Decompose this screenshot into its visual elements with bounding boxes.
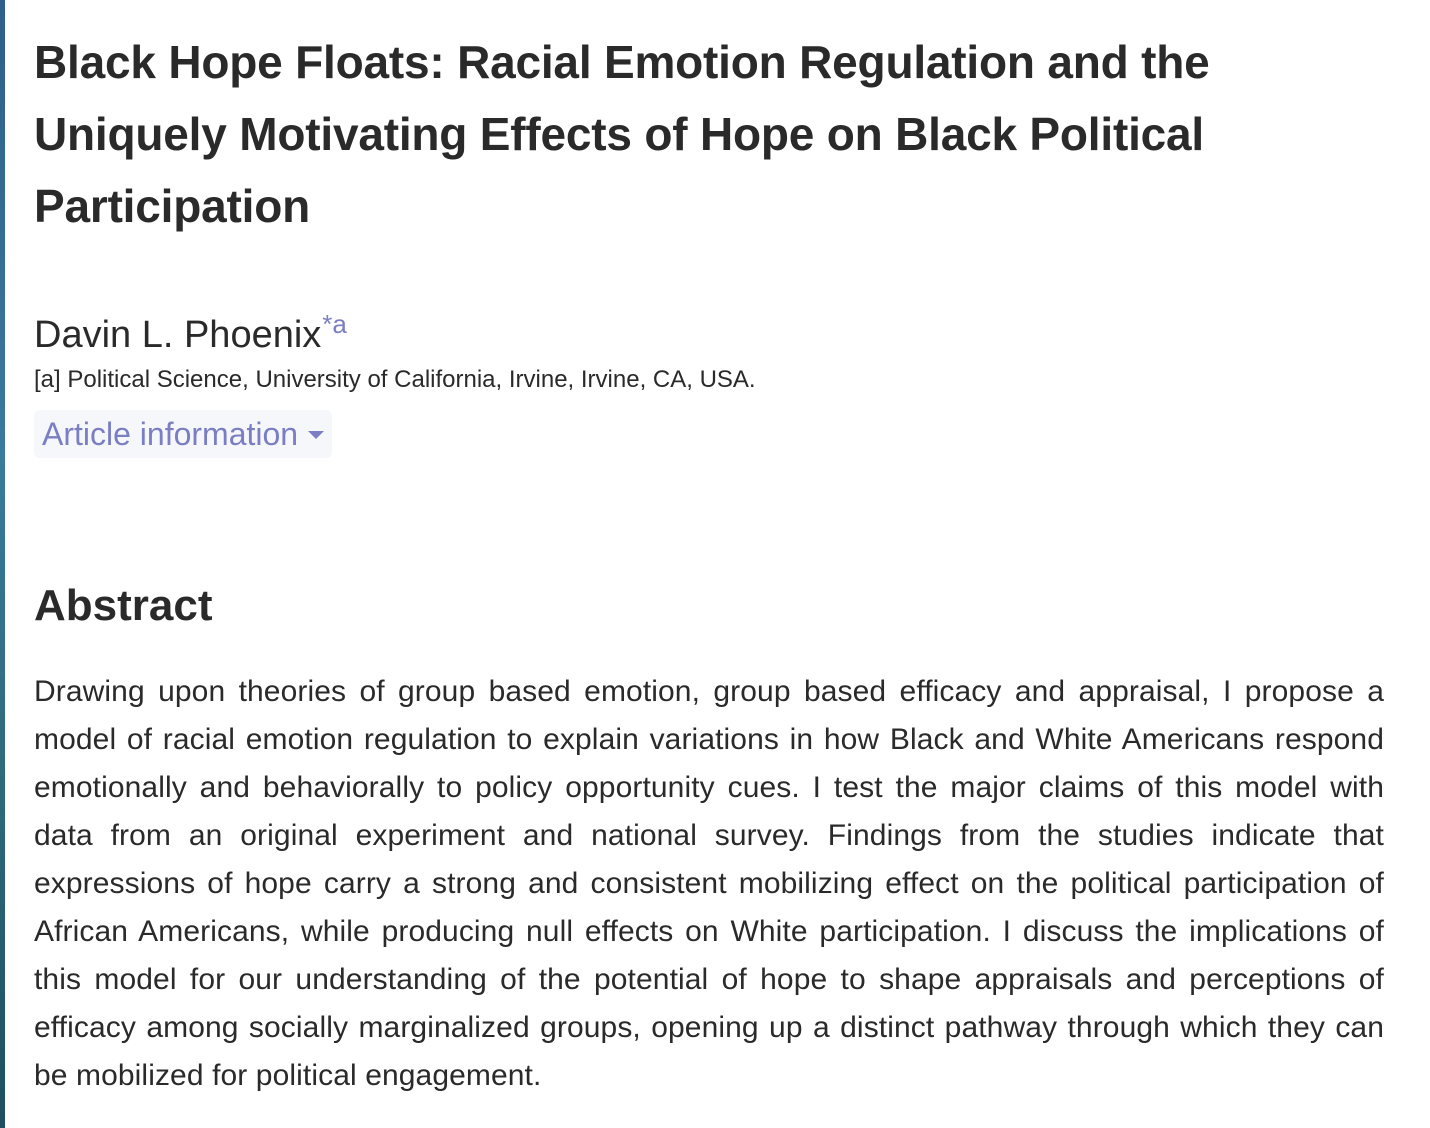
caret-down-icon <box>308 431 324 439</box>
article-information-label: Article information <box>42 416 299 452</box>
article-title: Black Hope Floats: Racial Emotion Regulation and the Uniquely Motivating Effects of Hope on Black Political Participation <box>34 36 1210 232</box>
abstract-text: Drawing upon theories of group based emotion, group based efficacy and appraisal, I propose a model of racial emotion regulation to explain variations in how Black and White Americans respond emotionally and behaviorally to policy opportunity cues. I test the major claims of this model with data from an original experiment and national survey. Findings from the studies indicate that expressions of hope carry a strong and consistent mobilizing effect on the political participation of African Americans, while producing null effects on White participation. I discuss the implications of this model for our understanding of the potential of hope to shape appraisals and perceptions of efficacy among socially marginalized groups, opening up a distinct pathway through which they can be mobilized for political engagement. <box>34 675 1384 1092</box>
article-content <box>34 0 1384 1128</box>
author-line <box>34 300 1384 356</box>
author-affiliation-marker[interactable]: *a <box>322 309 347 339</box>
author-name[interactable]: Davin L. Phoenix <box>34 314 322 356</box>
article-information-toggle[interactable] <box>34 410 332 458</box>
abstract-heading: Abstract <box>34 581 213 630</box>
window-left-edge <box>0 0 5 1128</box>
author-affiliation: [a] Political Science, University of California, Irvine, Irvine, CA, USA. <box>34 366 756 393</box>
